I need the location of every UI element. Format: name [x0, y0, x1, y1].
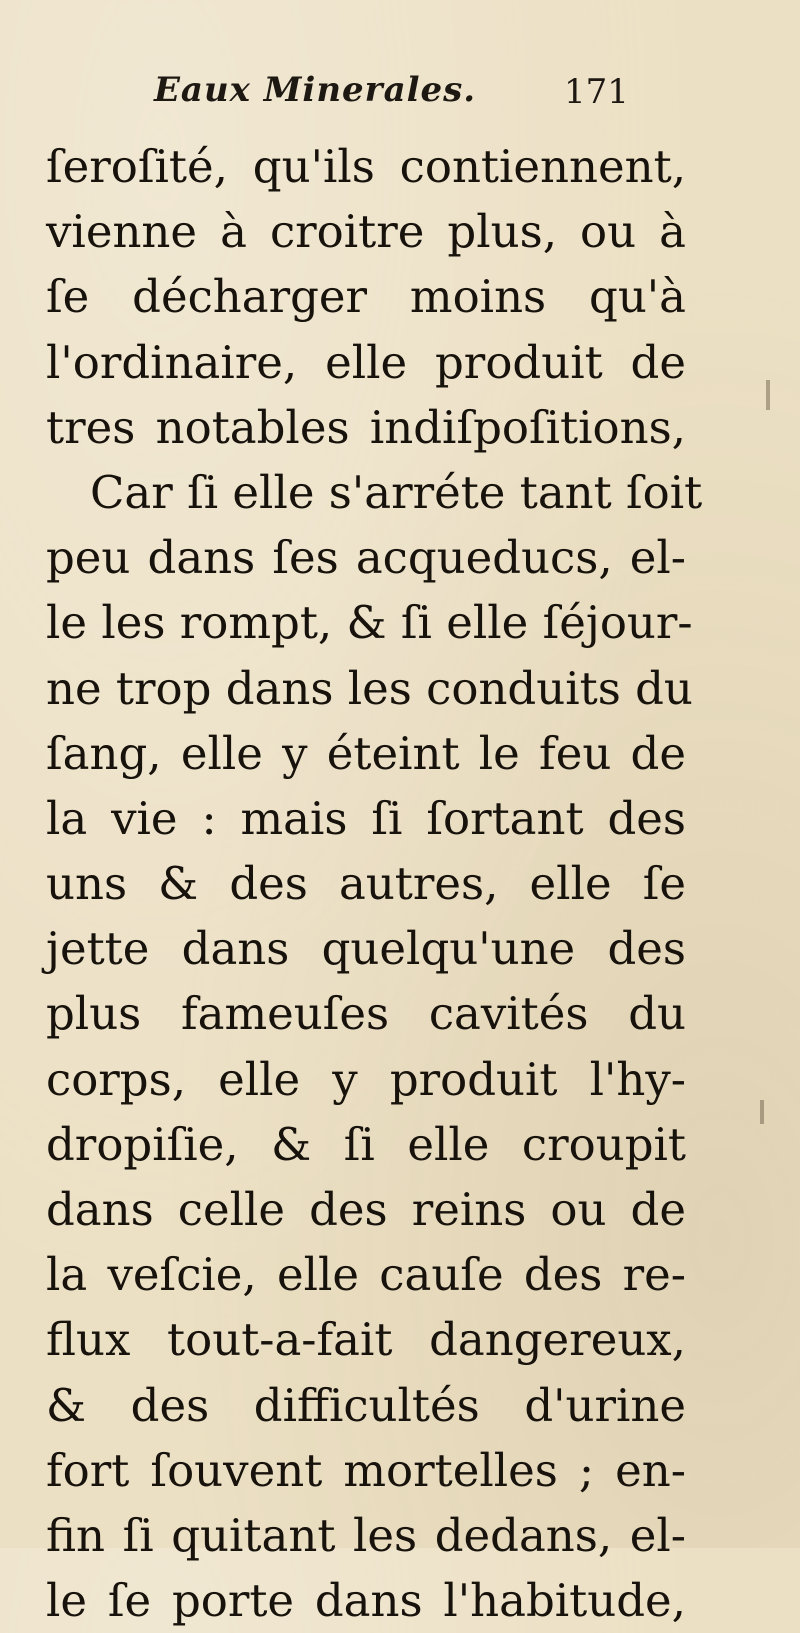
page-header — [150, 70, 650, 130]
margin-smudge — [760, 1100, 764, 1124]
text-line: corps, elle y produit l'hy- — [46, 1052, 686, 1106]
text-line: ſeroſité, qu'ils contiennent, — [46, 140, 686, 193]
text-line: tres notables indiſpoſitions, — [46, 400, 686, 454]
text-line: fort ſouvent mortelles ; en- — [46, 1443, 686, 1497]
text-line: le ſe porte dans l'habitude, — [46, 1574, 686, 1628]
body-text — [46, 134, 703, 1633]
text-line: dropiſie, & ſi elle croupit — [46, 1117, 686, 1171]
text-line: la veſcie, elle cauſe des re- — [46, 1248, 686, 1302]
text-line: vienne à croitre plus, ou à — [46, 205, 686, 259]
text-line: le les rompt, & ſi elle ſéjour- — [46, 596, 693, 650]
page-number: 171 — [564, 72, 629, 112]
text-line: flux tout-a-fait dangereux, — [46, 1313, 686, 1367]
text-line: plus fameuſes cavités du — [46, 987, 686, 1041]
running-title: Eaux Minerales. — [154, 70, 477, 110]
margin-smudge — [766, 380, 770, 410]
text-line: jette dans quelqu'une des — [46, 922, 686, 976]
text-line: & des difficultés d'urine — [46, 1378, 686, 1432]
text-line: ſang, elle y éteint le feu de — [46, 726, 686, 780]
text-line: ſe décharger moins qu'à — [46, 270, 686, 324]
text-line: dans celle des reins ou de — [46, 1183, 686, 1236]
text-line: uns & des autres, elle ſe — [46, 857, 686, 911]
text-line: ne trop dans les conduits du — [46, 661, 693, 715]
text-line: peu dans ſes acqueducs, el- — [46, 531, 686, 585]
text-line: la vie : mais ſi ſortant des — [46, 791, 686, 845]
text-line: l'ordinaire, elle produit de — [46, 335, 686, 389]
text-line: Car ſi elle s'arréte tant ſoit — [90, 465, 703, 519]
text-line: fin ſi quitant les dedans, el- — [46, 1508, 686, 1562]
